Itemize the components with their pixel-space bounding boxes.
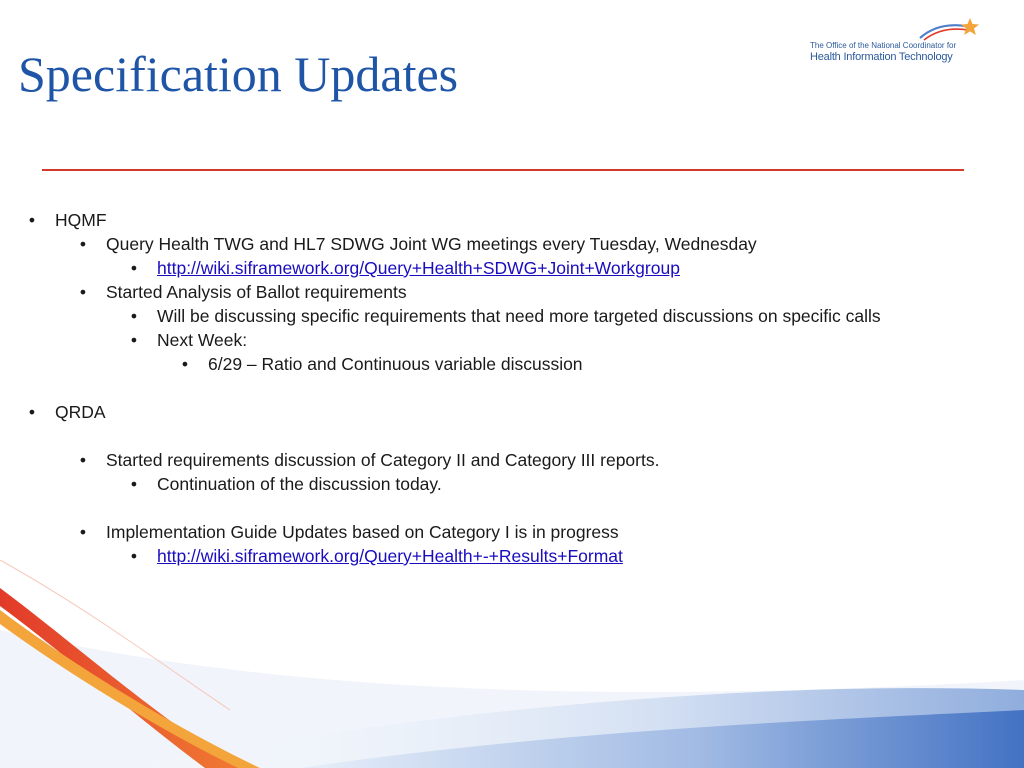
- bullet: •: [79, 450, 87, 470]
- bullet: •: [130, 306, 138, 326]
- list-item: [130, 256, 680, 280]
- list-item-text: Continuation of the discussion today.: [157, 474, 442, 494]
- list-item: [130, 472, 442, 496]
- results-format-link[interactable]: http://wiki.siframework.org/Query+Health+-+Results+Format: [157, 546, 623, 566]
- list-item-text: Next Week:: [157, 330, 248, 350]
- bullet: •: [130, 258, 138, 278]
- bullet: •: [79, 234, 87, 254]
- title-divider: [42, 169, 964, 171]
- decorative-wave-graphic: [0, 560, 1024, 768]
- list-item: [79, 448, 660, 472]
- bullet: •: [79, 282, 87, 302]
- list-item: [181, 352, 583, 376]
- list-item-text: 6/29 – Ratio and Continuous variable discussion: [208, 354, 583, 374]
- bullet: •: [181, 354, 189, 374]
- onc-logo: [808, 16, 988, 68]
- list-item: [79, 280, 407, 304]
- bullet: •: [79, 522, 87, 542]
- bullet: •: [130, 546, 138, 566]
- list-item-text: Will be discussing specific requirements that need more targeted discussions on specific calls: [157, 306, 881, 326]
- list-item-text: HQMF: [55, 210, 107, 230]
- bullet: •: [130, 330, 138, 350]
- list-item-text: Query Health TWG and HL7 SDWG Joint WG meetings every Tuesday, Wednesday: [106, 234, 757, 254]
- sdwg-workgroup-link[interactable]: http://wiki.siframework.org/Query+Health+SDWG+Joint+Workgroup: [157, 258, 680, 278]
- list-item: [130, 328, 248, 352]
- list-item: [79, 520, 619, 544]
- logo-name-line: Health Information Technology: [810, 51, 953, 63]
- list-item: [79, 232, 757, 256]
- bullet: •: [28, 402, 36, 422]
- list-item-text: Implementation Guide Updates based on Category I is in progress: [106, 522, 619, 542]
- bullet: •: [130, 474, 138, 494]
- list-item-text: Started requirements discussion of Category II and Category III reports.: [106, 450, 660, 470]
- list-item-text: Started Analysis of Ballot requirements: [106, 282, 407, 302]
- slide-title: Specification Updates: [18, 46, 459, 102]
- bullet: •: [28, 210, 36, 230]
- list-item-hqmf: [28, 208, 107, 232]
- logo-org-line: The Office of the National Coordinator for: [810, 41, 957, 50]
- list-item-text: QRDA: [55, 402, 106, 422]
- list-item: [130, 304, 881, 328]
- list-item-qrda: [28, 400, 106, 424]
